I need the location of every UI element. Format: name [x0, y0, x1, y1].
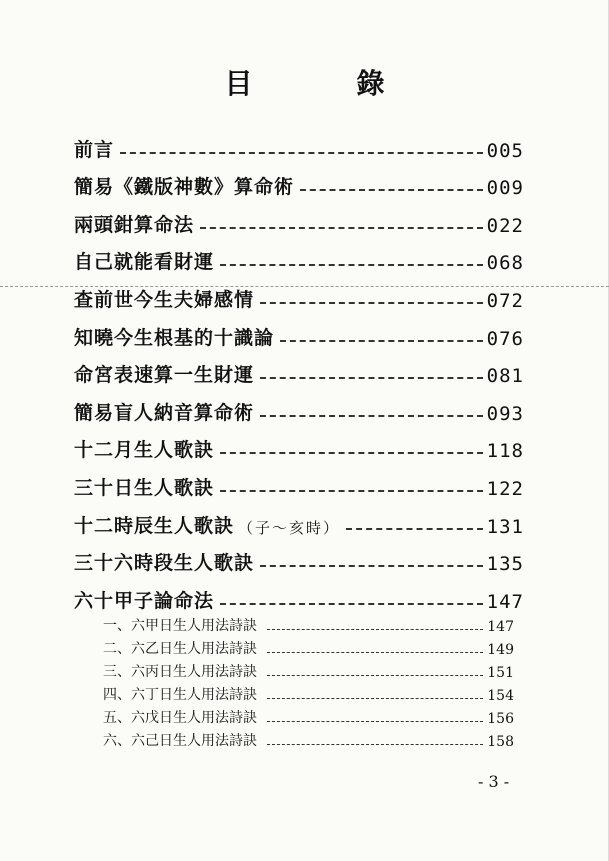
- toc-entry: [74, 312, 524, 350]
- toc-entry-page: 131: [486, 515, 524, 538]
- leader-dots: [267, 629, 483, 630]
- leader-dots: [267, 744, 483, 745]
- toc-subentry: [103, 658, 514, 681]
- leader-dots: [260, 415, 483, 417]
- toc-entry-note: （子～亥時）: [238, 518, 341, 537]
- toc-entry-page: 072: [486, 289, 524, 312]
- toc-entry-label: 查前世今生夫婦感情: [74, 288, 255, 311]
- toc-entry: [74, 575, 524, 613]
- toc-entry-page: 022: [486, 214, 524, 237]
- toc-entry-label: 自己就能看財運: [74, 251, 215, 274]
- toc-entry: [74, 425, 524, 463]
- toc-entry-page: 005: [486, 139, 524, 162]
- toc-entry: [74, 350, 524, 388]
- toc-entry: [74, 162, 524, 200]
- toc-subentry-label: 三、六丙日生人用法詩訣: [103, 664, 257, 680]
- toc-subentry: [103, 635, 514, 658]
- toc-subentry: [103, 704, 514, 727]
- toc-subentry-page: 147: [487, 619, 514, 635]
- toc-subentry: [103, 612, 514, 635]
- toc-entry: [74, 124, 524, 162]
- toc-subentry-label: 一、六甲日生人用法詩訣: [103, 618, 257, 634]
- toc-subentry-page: 154: [487, 688, 514, 704]
- toc-entry-label: 十二時辰生人歌訣: [74, 514, 235, 537]
- toc-subentry-page: 158: [487, 734, 514, 750]
- toc-entry-page: 009: [486, 177, 524, 200]
- page-title: 目 錄: [224, 67, 423, 100]
- table-of-contents: [74, 124, 524, 613]
- toc-subsection-list: [103, 612, 514, 750]
- toc-entry: [74, 274, 524, 312]
- leader-dots: [267, 721, 483, 722]
- toc-entry-label: 簡易《鐵版神數》算命術: [74, 176, 295, 199]
- toc-entry: [74, 199, 524, 237]
- toc-entry-label: 前言: [74, 138, 115, 161]
- toc-entry-label: 三十日生人歌訣: [74, 476, 215, 499]
- toc-subentry-label: 六、六己日生人用法詩訣: [103, 733, 257, 749]
- leader-dots: [267, 675, 483, 676]
- toc-entry-label: 十二月生人歌訣: [74, 439, 215, 462]
- toc-entry-page: 076: [486, 327, 524, 350]
- toc-entry: [74, 500, 524, 538]
- toc-subentry-label: 五、六戊日生人用法詩訣: [103, 710, 257, 726]
- toc-entry-page: 081: [486, 365, 524, 388]
- toc-entry: [74, 237, 524, 275]
- leader-dots: [120, 152, 483, 154]
- toc-entry-label: 簡易盲人納音算命術: [74, 401, 255, 424]
- leader-dots: [220, 452, 483, 454]
- toc-entry-label: 六十甲子論命法: [74, 589, 215, 612]
- toc-entry-page: 093: [486, 402, 524, 425]
- toc-subentry-page: 151: [487, 665, 514, 681]
- leader-dots: [260, 302, 483, 304]
- leader-dots: [260, 565, 483, 567]
- toc-subentry-label: 二、六乙日生人用法詩訣: [103, 641, 257, 657]
- toc-entry-page: 122: [486, 477, 524, 500]
- toc-entry-page: 147: [486, 590, 524, 613]
- toc-entry-page: 135: [486, 553, 524, 576]
- toc-entry: [74, 462, 524, 500]
- toc-entry-page: 068: [486, 252, 524, 275]
- leader-dots: [267, 652, 483, 653]
- leader-dots: [260, 377, 483, 379]
- page-number: - 3 -: [478, 772, 510, 791]
- toc-subentry: [103, 681, 514, 704]
- toc-subentry: [103, 727, 514, 750]
- toc-subentry-page: 149: [487, 642, 514, 658]
- leader-dots: [346, 528, 483, 530]
- toc-entry-label: 三十六時段生人歌訣: [74, 552, 255, 575]
- leader-dots: [267, 698, 483, 699]
- toc-entry-label: 兩頭鉗算命法: [74, 213, 195, 236]
- leader-dots: [220, 603, 483, 605]
- leader-dots: [220, 264, 483, 266]
- toc-entry: [74, 538, 524, 576]
- leader-dots: [200, 227, 483, 229]
- toc-subentry-label: 四、六丁日生人用法詩訣: [103, 687, 257, 703]
- toc-entry: [74, 387, 524, 425]
- leader-dots: [220, 490, 483, 492]
- toc-entry-label: 知曉今生根基的十識論: [74, 326, 275, 349]
- leader-dots: [280, 340, 483, 342]
- toc-entry-page: 118: [486, 440, 524, 463]
- leader-dots: [300, 189, 483, 191]
- toc-entry-label: 命宮表速算一生財運: [74, 364, 255, 387]
- toc-subentry-page: 156: [487, 711, 514, 727]
